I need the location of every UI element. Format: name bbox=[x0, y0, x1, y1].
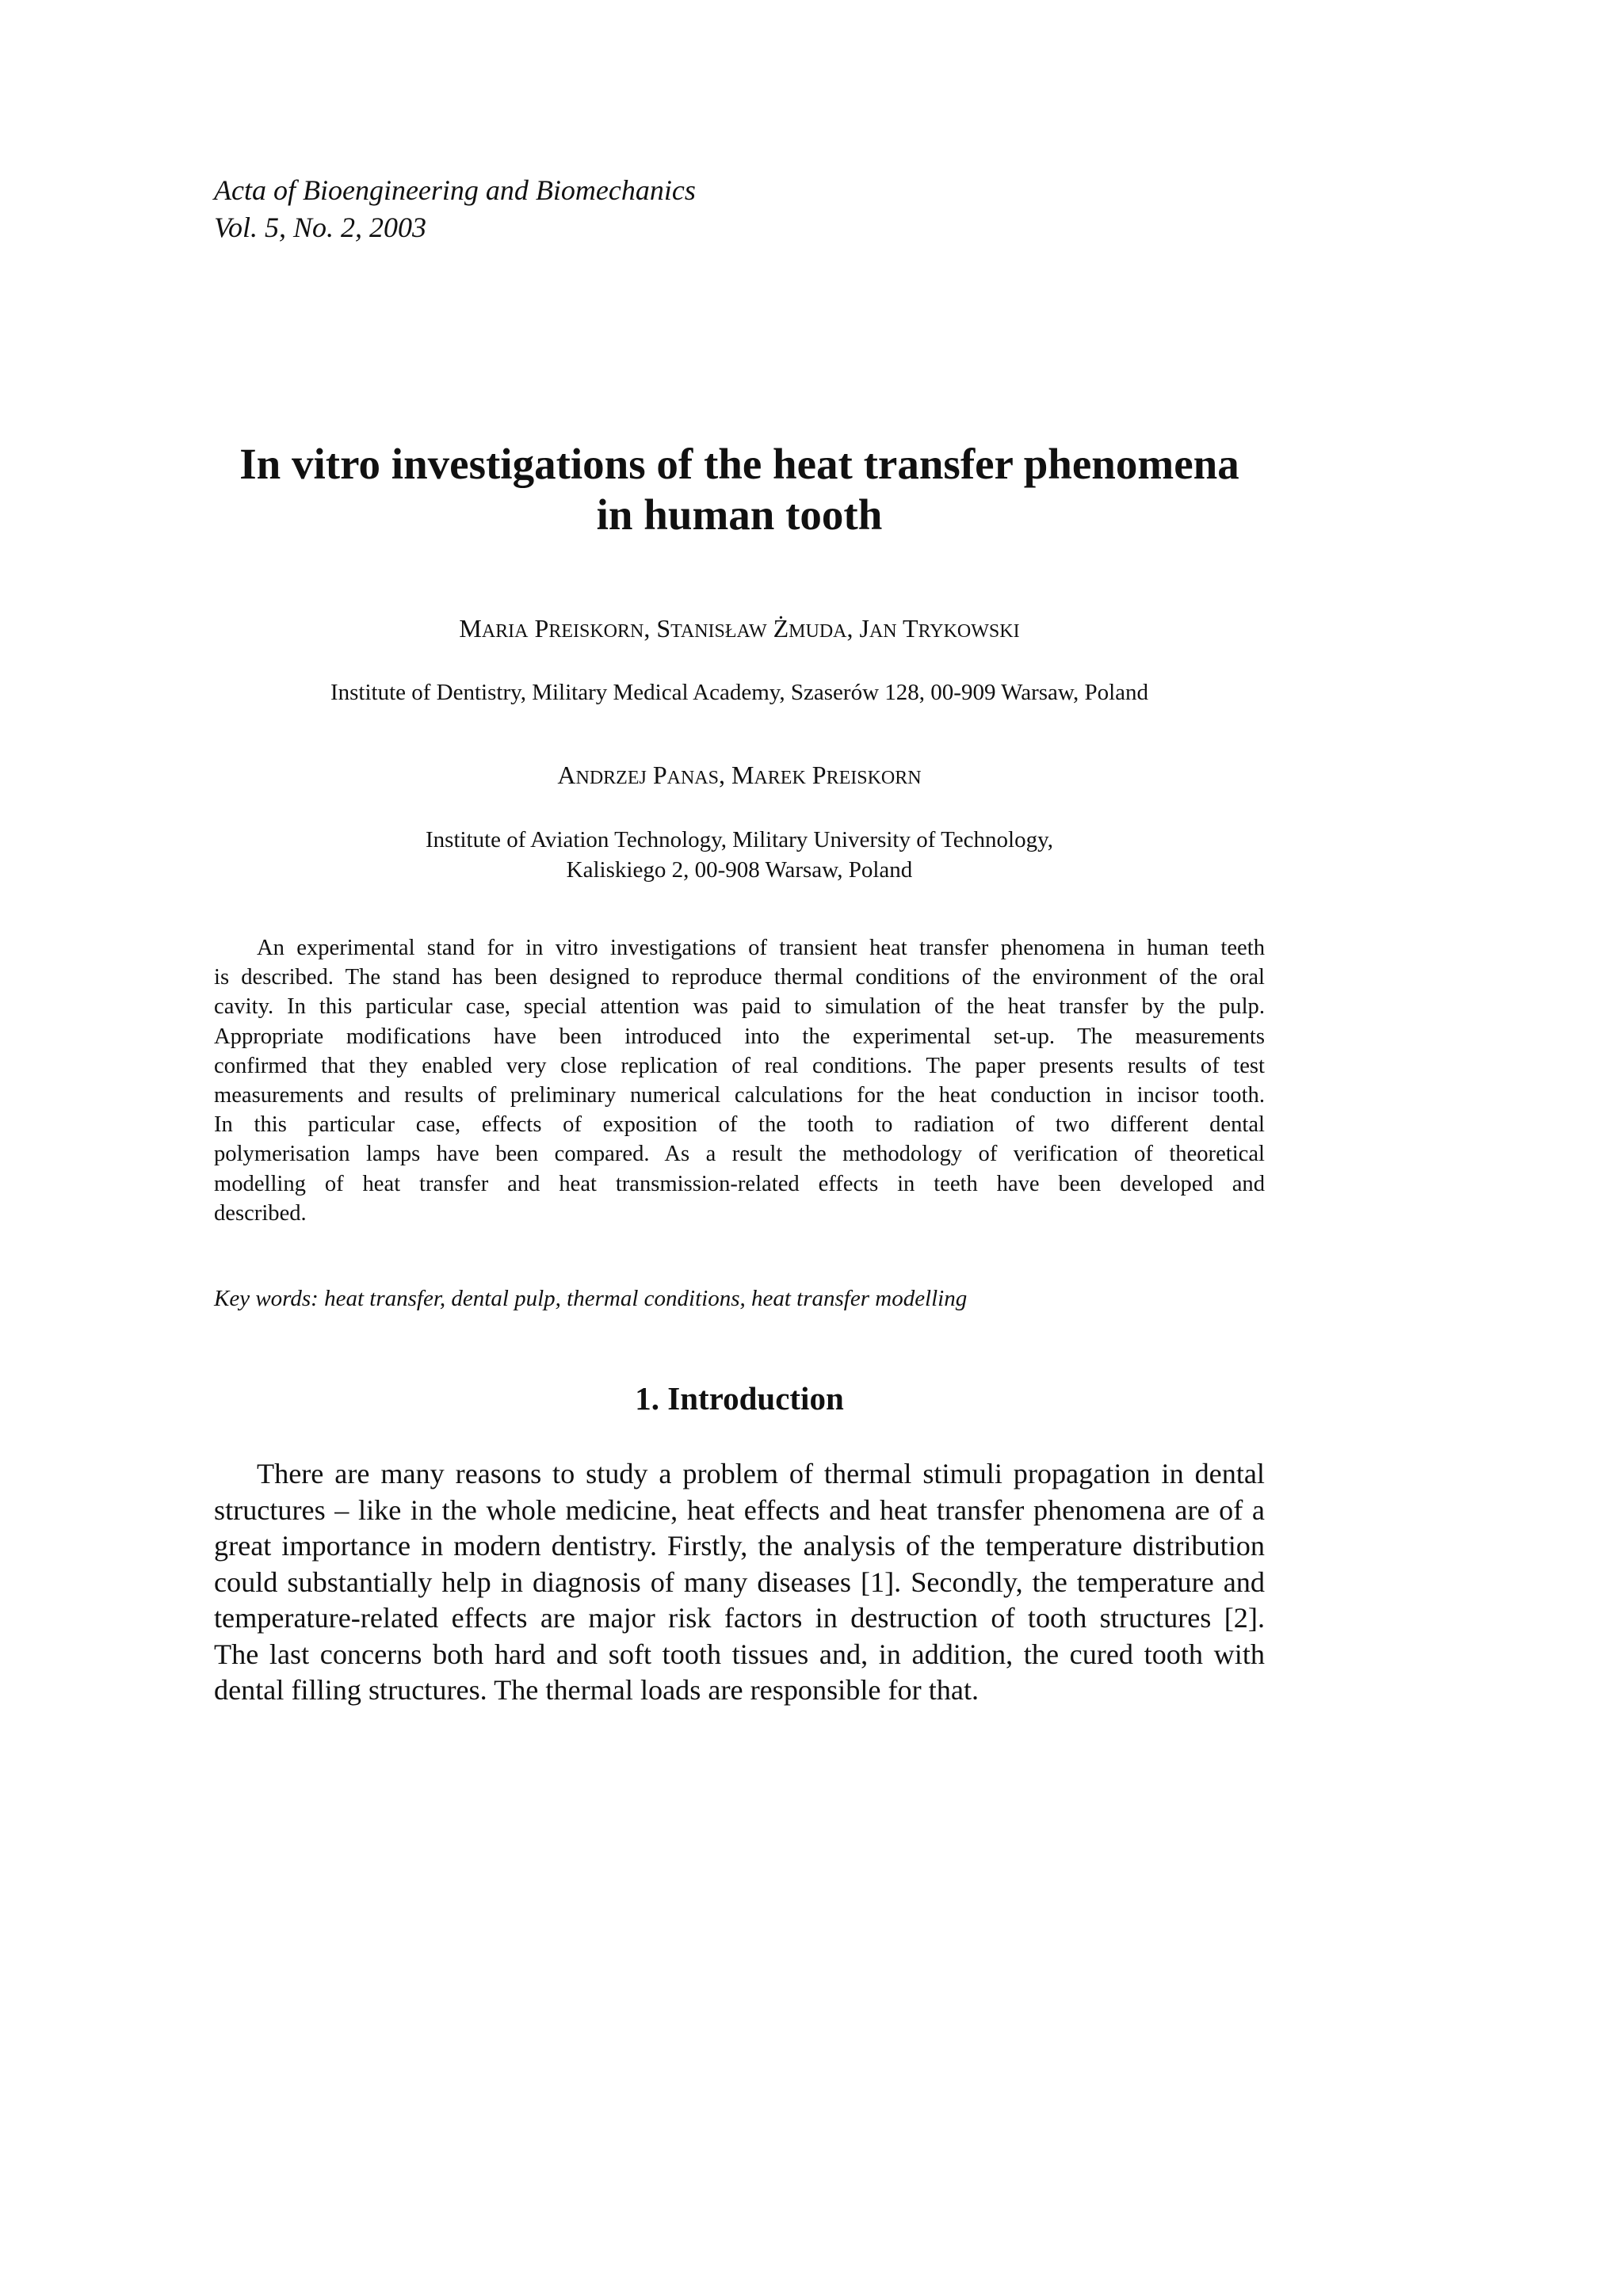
abstract-line: confirmed that they enabled very close replication of real conditions. The paper presents results of test bbox=[214, 1053, 1265, 1078]
introduction-paragraph bbox=[214, 1456, 1265, 1709]
authors-line-2 bbox=[214, 759, 1265, 794]
author-last-initial: P bbox=[812, 761, 827, 789]
abstract-line: is described. The stand has been designed to reproduce thermal conditions of the environment of the oral bbox=[214, 965, 1265, 990]
abstract-line: Appropriate modifications have been introduced into the experimental set-up. The measurements bbox=[214, 1024, 1265, 1049]
abstract-line: modelling of heat transfer and heat transmission-related effects in teeth have been developed and bbox=[214, 1171, 1265, 1196]
journal-header bbox=[214, 172, 696, 246]
author-first-initial: M bbox=[731, 761, 754, 789]
author-first-initial: S bbox=[656, 614, 671, 643]
abstract bbox=[214, 933, 1265, 1228]
author-separator: , bbox=[846, 614, 860, 643]
body-line: dental filling structures. The thermal loads are responsible for that. bbox=[214, 1674, 980, 1706]
paper-title-line-1: In vitro investigations of the heat transfer phenomena bbox=[239, 440, 1239, 488]
author-last-rest: ANAS bbox=[666, 768, 719, 788]
paper-title-line-2: in human tooth bbox=[596, 490, 883, 539]
author-separator: , bbox=[718, 761, 731, 789]
author-separator: , bbox=[643, 614, 657, 643]
body-line: great importance in modern dentistry. Firstly, the analysis of the temperature distribution bbox=[214, 1530, 1265, 1562]
abstract-line: cavity. In this particular case, special attention was paid to simulation of the heat transfer by the pulp. bbox=[214, 994, 1265, 1020]
authors-line-1 bbox=[214, 612, 1265, 647]
section-heading-introduction: 1. Introduction bbox=[635, 1380, 844, 1417]
body-line: There are many reasons to study a problem of thermal stimuli propagation in dental bbox=[257, 1458, 1265, 1489]
abstract-line: An experimental stand for in vitro investigations of transient heat transfer phenomena in human teeth bbox=[257, 936, 1265, 960]
author-last-rest: REISKORN bbox=[826, 768, 922, 788]
author-first-initial: A bbox=[557, 761, 576, 789]
affiliation-1-text: Institute of Dentistry, Military Medical Academy, Szaserów 128, 00-909 Warsaw, Poland bbox=[330, 680, 1149, 705]
abstract-line: polymerisation lamps have been compared. As a result the methodology of verification of theoretical bbox=[214, 1142, 1265, 1167]
author-last-rest: RYKOWSKI bbox=[918, 621, 1020, 642]
paper-title bbox=[214, 439, 1265, 540]
affiliation-2 bbox=[214, 825, 1265, 885]
keywords: Key words: heat transfer, dental pulp, thermal conditions, heat transfer modelling bbox=[214, 1286, 968, 1311]
body-line: structures – like in the whole medicine, heat effects and heat transfer phenomena are of a bbox=[214, 1493, 1265, 1526]
author-first-rest: TANISŁAW bbox=[670, 621, 767, 642]
author-first-rest: AREK bbox=[754, 768, 806, 788]
abstract-line: described. bbox=[214, 1200, 307, 1226]
author-first-rest: NDRZEJ bbox=[575, 768, 647, 788]
author-first-initial: M bbox=[459, 614, 482, 643]
abstract-line: measurements and results of preliminary numerical calculations for the heat conduction in incisor tooth. bbox=[214, 1082, 1265, 1108]
body-line: The last concerns both hard and soft tooth tissues and, in addition, the cured tooth with bbox=[214, 1638, 1265, 1670]
author-last-rest: MUDA bbox=[789, 621, 847, 642]
affiliation-1 bbox=[214, 677, 1265, 707]
affiliation-2-line-1: Institute of Aviation Technology, Military University of Technology, bbox=[426, 827, 1053, 852]
body-line: could substantially help in diagnosis of many diseases [1]. Secondly, the temperature and bbox=[214, 1566, 1265, 1598]
author-last-initial: T bbox=[903, 614, 918, 643]
body-line: temperature-related effects are major risk factors in destruction of tooth structures [2]. bbox=[214, 1602, 1265, 1634]
author-last-initial: Ż bbox=[773, 614, 789, 643]
journal-name: Acta of Bioengineering and Biomechanics bbox=[214, 174, 696, 206]
author-last-initial: P bbox=[652, 761, 667, 789]
abstract-line: In this particular case, effects of exposition of the tooth to radiation of two different dental bbox=[214, 1112, 1265, 1138]
journal-volume: Vol. 5, No. 2, 2003 bbox=[214, 212, 427, 243]
author-last-rest: REISKORN bbox=[548, 621, 644, 642]
author-first-rest: ARIA bbox=[481, 621, 529, 642]
author-first-initial: J bbox=[859, 614, 869, 643]
affiliation-2-line-2: Kaliskiego 2, 00-908 Warsaw, Poland bbox=[566, 857, 913, 883]
author-last-initial: P bbox=[534, 614, 549, 643]
author-first-rest: AN bbox=[869, 621, 897, 642]
